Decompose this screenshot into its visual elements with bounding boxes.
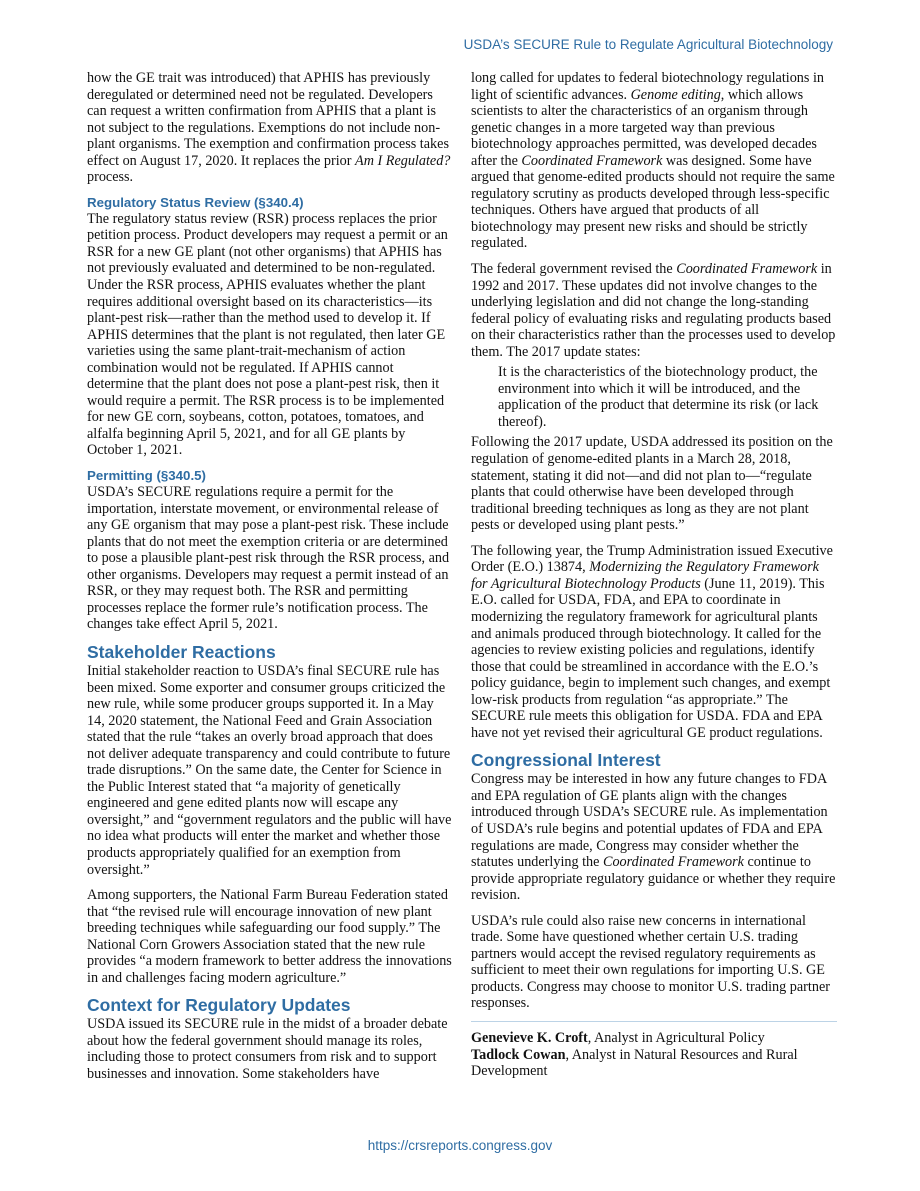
congress-paragraph-1: Congress may be interested in how any future changes to FDA and EPA regulation of GE plants align with the changes introduced through USDA’s SECURE rule. As implementation of USDA’s rule begins and potential updates of FDA and EPA regulations are made, Congress may consider whether the statutes underlying the Coordinated Framework continue to provide appropriate regulatory guidance or whether they require revision. bbox=[471, 771, 836, 904]
permitting-heading: Permitting (§340.5) bbox=[87, 468, 206, 484]
genome-editing-paragraph: long called for updates to federal biotechnology regulations in light of scientific advances. Genome editing, which allows scientists to alter the characteristics of an organism through genetic changes in a more targeted way than previous biotechnology approaches permitted, was developed decades after the Coordinated Framework was designed. Some have argued that genome-edited products should not require the same regulatory scrutiny as products developed through less-specific techniques. Others have argued that products of all biotechnology may present new risks and should be strictly regulated. bbox=[471, 70, 835, 252]
congressional-interest-heading: Congressional Interest bbox=[471, 750, 661, 771]
context-paragraph-1: USDA issued its SECURE rule in the midst of a broader debate about how the federal government should manage its roles, including those to protect consumers from risk and to support businesses and innovation. Some stakeholders have bbox=[87, 1016, 448, 1082]
usda-position-paragraph: Following the 2017 update, USDA addressed its position on the regulation of genome-edited plants in a March 28, 2018, statement, stating it did not—and did not plan to—“regulate plants that could otherwise have been developed through traditional breeding techniques as long as they are not plant pests or developed using plant pests.” bbox=[471, 434, 833, 534]
block-quote: It is the characteristics of the biotechnology product, the environment into which it will be introduced, and the application of the product that determine its risk (or lack thereof). bbox=[498, 364, 819, 430]
executive-order-paragraph: The following year, the Trump Administration issued Executive Order (E.O.) 13874, Modernizing the Regulatory Framework for Agricultural Biotechnology Products (June 11, 2019). This E.O. called for USDA, FDA, and EPA to coordinate in modernizing the regulatory framework for agricultural plants and animals produced through biotechnology. It called for the agencies to review existing policies and regulations, identify those that could be streamlined in accordance with the E.O.’s policy guidance, begin to implement such changes, and exempt low-risk products from regulation “as appropriate.” The SECURE rule meets this obligation for USDA. FDA and EPA have not yet revised their agricultural GE product regulations. bbox=[471, 542, 833, 741]
stakeholder-reactions-heading: Stakeholder Reactions bbox=[87, 641, 276, 662]
context-heading: Context for Regulatory Updates bbox=[87, 995, 351, 1016]
stakeholder-paragraph-2: Among supporters, the National Farm Bureau Federation stated that “the revised rule will encourage innovation of new plant breeding techniques while safeguarding our food supply.” The National Corn Growers Association stated that the new rule provides “a modern framework to better address the innovations in and challenges facing modern agriculture.” bbox=[87, 887, 452, 986]
author-divider bbox=[471, 1021, 837, 1022]
am-i-regulated-title: Am I Regulated? bbox=[355, 152, 451, 169]
left-column bbox=[87, 70, 453, 1092]
framework-revision-paragraph: The federal government revised the Coordinated Framework in 1992 and 2017. These updates did not involve changes to the underlying legislation and did not change the long-standing federal policy of evaluating risks and regulating products based on their characteristics rather than the processes used to develop them. The 2017 update states: bbox=[471, 261, 836, 360]
rsr-paragraph: The regulatory status review (RSR) process replaces the prior petition process. Product developers may request a permit or an RSR for a new GE plant (not other organisms) that APHIS has not previously evaluated and determined to be non-regulated. Under the RSR process, APHIS evaluates whether the plant requires additional oversight based on its characteristics—its plant-pest risk—rather than the method used to develop it. If APHIS determines that the plant is not regulated, then later GE varieties using the same plant-trait-mechanism of action combination would not be regulated. If APHIS cannot determine that the plant does not pose a plant-pest risk, then it would require a permit. The RSR process is to be implemented for new GE corn, soybeans, cotton, potatoes, tomatoes, and alfalfa beginning April 5, 2021, and for all GE plants by October 1, 2021. bbox=[87, 210, 448, 459]
rsr-heading: Regulatory Status Review (§340.4) bbox=[87, 194, 304, 210]
footer-url[interactable]: https://crsreports.congress.gov bbox=[367, 1138, 553, 1153]
author-line-1: Genevieve K. Croft, Analyst in Agricultural Policy bbox=[471, 1029, 765, 1046]
permitting-paragraph: USDA’s SECURE regulations require a permit for the importation, interstate movement, or environmental release of any GE organism that may pose a plant-pest risk. These include plants that do not meet the exemption criteria or are determined to pose a plausible plant-pest risk through the RSR process, and other organisms. Developers may request a permit instead of an RSR, or they may request both. The RSR and permitting processes replace the former rule’s notification process. The changes take effect April 5, 2021. bbox=[87, 484, 450, 633]
exemption-paragraph-continued: how the GE trait was introduced) that APHIS has previously deregulated or determined need not be regulated. Developers can request a written confirmation from APHIS that a plant is not subject to the regulations. Exemptions do not include non-plant organisms. The exemption and confirmation process takes effect on August 17, 2020. It replaces the prior Am I Regulated? process. bbox=[87, 70, 451, 186]
author-line-2: Tadlock Cowan, Analyst in Natural Resources and Rural Development bbox=[471, 1046, 798, 1080]
stakeholder-paragraph-1: Initial stakeholder reaction to USDA’s final SECURE rule has been mixed. Some exporter and consumer groups criticized the new rule, while some producer groups supported it. In a May 14, 2020 statement, the National Feed and Grain Association stated that the rule “takes an overly broad approach that does not deliver adequate transparency and could contribute to future trade disruptions.” On the same date, the Center for Science in the Public Interest stated that “a majority of genetically engineered and gene edited plants now will escape any oversight,” and “government regulators and the public will have no idea what products will enter the market and whether those products appropriately qualified for an exemption from oversight.” bbox=[87, 662, 452, 878]
running-header: USDA’s SECURE Rule to Regulate Agricultural Biotechnology bbox=[463, 37, 833, 52]
right-column bbox=[471, 70, 837, 1080]
congress-paragraph-2: USDA’s rule could also raise new concerns in international trade. Some have questioned whether certain U.S. trading partners would accept the revised regulatory requirements as sufficient to meet their own regulations for importing U.S. GE products. Congress may choose to monitor U.S. trading partner responses. bbox=[471, 912, 830, 1012]
